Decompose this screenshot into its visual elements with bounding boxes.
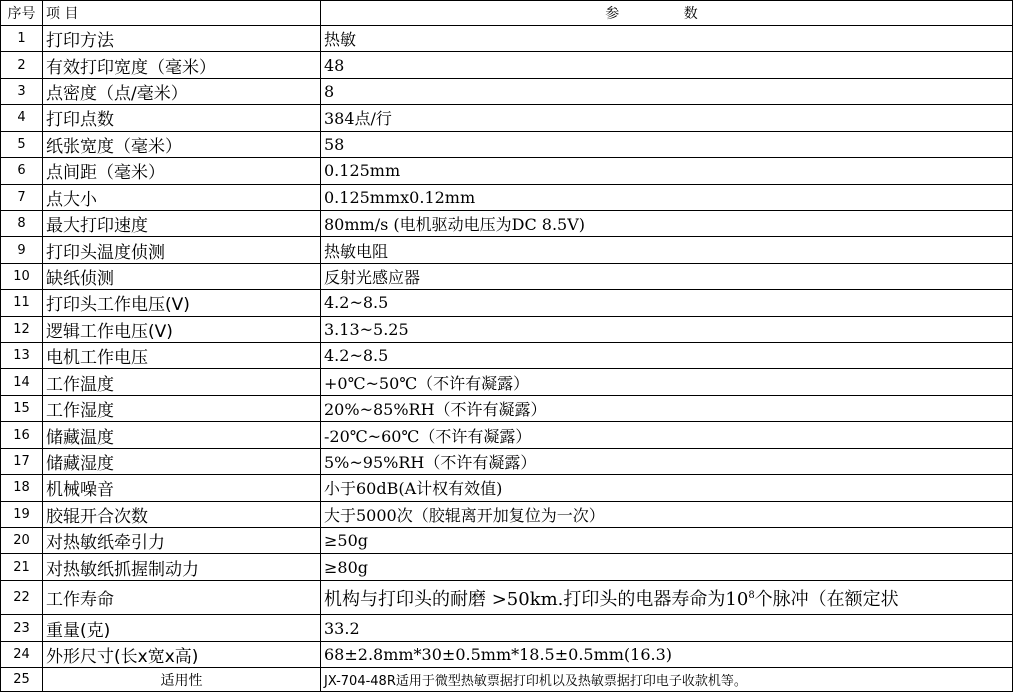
row-number: 2 [1, 52, 43, 78]
row-param: 热敏电阻 [321, 237, 1013, 263]
row-param: ≥80g [321, 554, 1013, 580]
row-item: 打印点数 [43, 105, 321, 131]
row-param: 68±2.8mm*30±0.5mm*18.5±0.5mm(16.3) [321, 641, 1013, 667]
row-number: 14 [1, 369, 43, 395]
row-param: 20%~85%RH（不许有凝露） [321, 395, 1013, 421]
row-item: 最大打印速度 [43, 210, 321, 236]
table-row [1, 475, 1013, 501]
row-param [321, 580, 1013, 615]
row-number: 6 [1, 158, 43, 184]
row-number: 10 [1, 263, 43, 289]
row-number: 12 [1, 316, 43, 342]
row-param: 5%~95%RH（不许有凝露） [321, 448, 1013, 474]
table-row [1, 210, 1013, 236]
header-param: 参 数 [321, 1, 1013, 26]
table-row [1, 448, 1013, 474]
row-param: JX-704-48R适用于微型热敏票据打印机以及热敏票据打印电子收款机等。 [321, 668, 1013, 692]
row-item: 缺纸侦测 [43, 263, 321, 289]
table-row [1, 184, 1013, 210]
table-row [1, 78, 1013, 104]
table-row-25 [1, 668, 1013, 692]
row-param: 80mm/s (电机驱动电压为DC 8.5V) [321, 210, 1013, 236]
row-number: 25 [1, 668, 43, 692]
row-number: 18 [1, 475, 43, 501]
table-row-22 [1, 580, 1013, 615]
table-row [1, 290, 1013, 316]
table-row [1, 528, 1013, 554]
row-number: 24 [1, 641, 43, 667]
row-number: 5 [1, 131, 43, 157]
row-item: 适用性 [43, 668, 321, 692]
row-param: 大于5000次（胶辊离开加复位为一次） [321, 501, 1013, 527]
param-text-a: 机构与打印头的耐磨 >50km.打印头的电器寿命为10 [324, 588, 749, 610]
row-number: 4 [1, 105, 43, 131]
row-param: 0.125mm [321, 158, 1013, 184]
row-number: 7 [1, 184, 43, 210]
table-row [1, 52, 1013, 78]
table-row-23 [1, 615, 1013, 641]
table-row [1, 316, 1013, 342]
row-item: 点间距（毫米） [43, 158, 321, 184]
row-item: 点密度（点/毫米） [43, 78, 321, 104]
row-item: 外形尺寸(长x宽x高) [43, 641, 321, 667]
row-number: 19 [1, 501, 43, 527]
row-param: 小于60dB(A计权有效值) [321, 475, 1013, 501]
table-row [1, 237, 1013, 263]
table-row [1, 369, 1013, 395]
row-item: 对热敏纸抓握制动力 [43, 554, 321, 580]
row-param: 3.13~5.25 [321, 316, 1013, 342]
row-item: 打印头温度侦测 [43, 237, 321, 263]
row-param: 4.2~8.5 [321, 343, 1013, 369]
header-no: 序号 [1, 1, 43, 26]
row-number: 22 [1, 580, 43, 615]
row-item: 工作寿命 [43, 580, 321, 615]
param-text-b: 个脉冲（在额定状 [754, 588, 899, 610]
row-number: 17 [1, 448, 43, 474]
table-row [1, 554, 1013, 580]
row-param: 0.125mmx0.12mm [321, 184, 1013, 210]
table-row [1, 105, 1013, 131]
row-number: 3 [1, 78, 43, 104]
row-param: ≥50g [321, 528, 1013, 554]
row-item: 对热敏纸牵引力 [43, 528, 321, 554]
table-body [1, 26, 1013, 692]
table-row [1, 263, 1013, 289]
row-item: 储藏湿度 [43, 448, 321, 474]
row-item: 储藏温度 [43, 422, 321, 448]
row-number: 13 [1, 343, 43, 369]
row-param: +0℃~50℃（不许有凝露） [321, 369, 1013, 395]
table-row [1, 343, 1013, 369]
row-param: 58 [321, 131, 1013, 157]
row-number: 20 [1, 528, 43, 554]
table-row [1, 501, 1013, 527]
row-item: 点大小 [43, 184, 321, 210]
row-number: 21 [1, 554, 43, 580]
row-param: 4.2~8.5 [321, 290, 1013, 316]
table-row [1, 131, 1013, 157]
row-param: 8 [321, 78, 1013, 104]
row-param: 热敏 [321, 26, 1013, 52]
header-item: 项 目 [43, 1, 321, 26]
table-row [1, 158, 1013, 184]
row-item: 工作湿度 [43, 395, 321, 421]
row-param: 384点/行 [321, 105, 1013, 131]
table-row [1, 395, 1013, 421]
row-item: 逻辑工作电压(V) [43, 316, 321, 342]
row-item: 重量(克) [43, 615, 321, 641]
row-number: 11 [1, 290, 43, 316]
row-param: 48 [321, 52, 1013, 78]
row-param: 反射光感应器 [321, 263, 1013, 289]
table-row-24 [1, 641, 1013, 667]
table-row [1, 26, 1013, 52]
row-number: 16 [1, 422, 43, 448]
row-number: 9 [1, 237, 43, 263]
row-param: -20℃~60℃（不许有凝露） [321, 422, 1013, 448]
row-item: 胶辊开合次数 [43, 501, 321, 527]
row-param: 33.2 [321, 615, 1013, 641]
row-item: 机械噪音 [43, 475, 321, 501]
row-number: 8 [1, 210, 43, 236]
row-item: 纸张宽度（毫米） [43, 131, 321, 157]
row-number: 23 [1, 615, 43, 641]
row-item: 有效打印宽度（毫米） [43, 52, 321, 78]
row-number: 1 [1, 26, 43, 52]
row-item: 工作温度 [43, 369, 321, 395]
row-item: 打印头工作电压(V) [43, 290, 321, 316]
row-number: 15 [1, 395, 43, 421]
row-item: 电机工作电压 [43, 343, 321, 369]
row-item: 打印方法 [43, 26, 321, 52]
param-superscript: 8 [748, 589, 755, 601]
table-row [1, 422, 1013, 448]
header-row [1, 1, 1013, 26]
